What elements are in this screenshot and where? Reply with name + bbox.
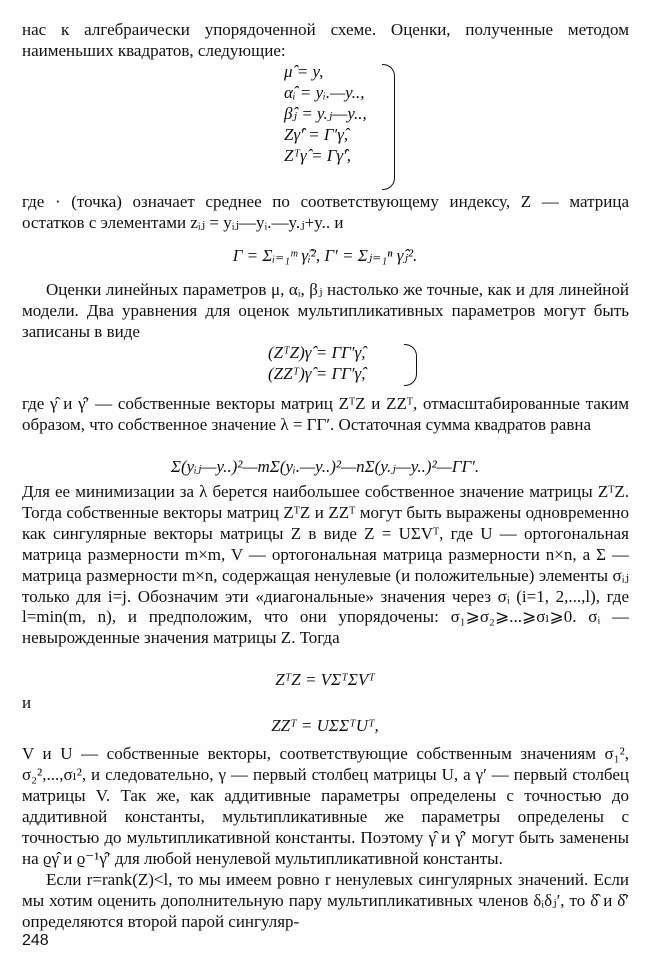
eq-ztz-eigen: (ZᵀZ)γ̂ = ΓΓ′γ̂, [268, 343, 366, 362]
eq-zt-gamma: Zᵀγ̂ = Γγ̂′, [284, 145, 352, 165]
and-label: и [22, 693, 32, 712]
estimates-system [284, 62, 367, 167]
paragraph-eigenvectors: где γ̂ и γ̂′ — собственные векторы матриц ZᵀZ и ZZᵀ, отмасштабированные таким образом, что собственное значение λ = ΓΓ′. Остаточная сумма квадратов равна [22, 394, 629, 434]
paragraph-minimization: Для ее минимизации за λ берется наибольшее собственное значение матрицы ZᵀZ. Тогда собственные векторы матриц ZᵀZ и ZZᵀ могут быть выражены одновременно как сингулярные векторы матрицы Z в виде Z = UΣVᵀ, где U — ортогональная матрица размерности m×m, V — ортогональная матрица размерности n×n, а Σ — матрица размерности m×n, содержащая ненулевые (и положительные) элементы σᵢⱼ только для i=j. Обозначим эти «диагональные» значения через σᵢ (i=1, 2,...,l), где l=min(m, n), и предположим, что они упорядочены: σ₁⩾σ₂⩾...⩾σₗ⩾0. σᵢ — невырожденные значения матрицы Z. Тогда [22, 482, 629, 648]
eq-ztz-decomposition: ZᵀZ = VΣᵀΣVᵀ [275, 670, 375, 689]
page-number: 248 [22, 932, 49, 949]
eq-beta: β̂ⱼ = y.ⱼ—y.., [284, 103, 367, 123]
paragraph-linear-parameters: Оценки линейных параметров μ, αᵢ, βⱼ настолько же точные, как и для линейной модели. Два уравнения для оценок мультипликативных параметров могут быть записаны в виде [22, 280, 629, 341]
eq-zzt-eigen: (ZZᵀ)γ̂ = ΓΓ′γ̂, [268, 363, 366, 383]
eq-zzt-decomposition: ZZᵀ = UΣΣᵀUᵀ, [271, 716, 379, 735]
eigen-system [268, 343, 365, 385]
eq-mu: μ̂ = y, [284, 62, 324, 81]
paragraph-point-notation: где · (точка) означает среднее по соответствующему индексу, Z — матрица остатков с элементами zᵢⱼ = yᵢⱼ—yᵢ.—y.ⱼ+y.. и [22, 192, 629, 232]
paragraph-rank: Если r=rank(Z)<l, то мы имеем ровно r ненулевых сингулярных значений. Если мы хотим оценить дополнительную пару мультипликативных членов δᵢδⱼ′, то δ̂ и δ̂′ определяются второй парой сингуляр- [22, 870, 629, 931]
paragraph-singular-vectors: V и U — собственные векторы, соответствующие собственным значениям σ₁², σ₂²,...,σₗ², и следовательно, γ — первый столбец матрицы U, а γ′ — первый столбец матрицы V. Так же, как аддитивные параметры определены с точностью до аддитивной константы, мультипликативные же параметры определены с точностью до мультипликативной константы. Поэтому γ̂ и γ̂′ могут быть заменены на ϱγ̂ и ϱ⁻¹γ̂′ для любой ненулевой мультипликативной константы. [22, 744, 629, 868]
eq-gamma-definition: Γ = Σᵢ₌₁ᵐ γ̂ᵢ², Γ′ = Σⱼ₌₁ⁿ γ̂ⱼ². [232, 246, 418, 265]
eq-residual-sum: Σ(yᵢⱼ—y..)²—mΣ(yᵢ.—y..)²—nΣ(y.ⱼ—y..)²—ΓΓ′. [170, 457, 480, 476]
right-brace-2 [404, 344, 417, 386]
right-brace-1 [382, 64, 395, 190]
eq-z-gamma-prime: Zγ̂′ = Γ′γ̂, [284, 124, 349, 144]
paragraph-intro: нас к алгебраически упорядоченной схеме. Оценки, полученные методом наименьших квадратов, следующие: [22, 20, 629, 60]
eq-alpha: α̂ᵢ = yᵢ.—y.., [284, 82, 365, 102]
